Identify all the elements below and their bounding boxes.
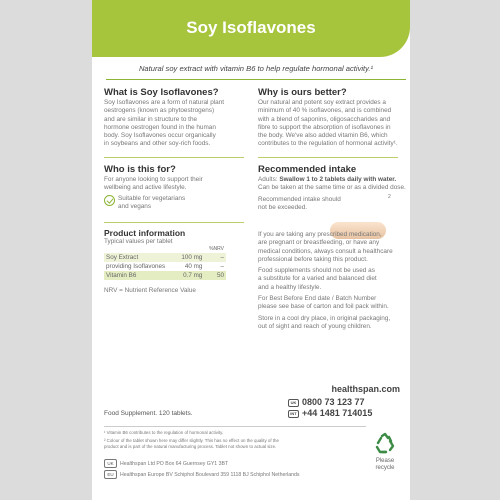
warn-line: Recommended intake should	[258, 196, 341, 203]
what-heading: What is Soy Isoflavones?	[104, 87, 219, 98]
divider	[104, 157, 244, 158]
what-line: body. Soy Isoflavones occur organically	[104, 132, 216, 140]
what-line: and are similar in structure to the	[104, 115, 198, 123]
table-row: Vitamin B6 0.7 mg 50	[106, 272, 224, 279]
advice-line: are pregnant or breastfeeding, or have any	[258, 239, 380, 247]
footnotes	[104, 430, 366, 449]
uk-flag-icon: UK	[104, 459, 117, 468]
food-supplement-text: Food Supplement. 120 tablets.	[104, 410, 193, 417]
table-header: %NRV	[209, 246, 224, 252]
suitable-text	[118, 195, 248, 212]
product-title: Soy Isoflavones	[186, 18, 316, 37]
address-uk: UK Healthspan Ltd PO Box 64 Guernsey GY1 3BT	[104, 459, 372, 468]
suitable-line: Suitable for vegetarians	[118, 195, 186, 202]
who-heading: Who is this for?	[104, 164, 176, 175]
table-row: Soy Extract 100 mg –	[106, 254, 224, 261]
product-sub: Typical values per tablet	[104, 238, 173, 245]
tablet-footnote-mark: 2	[388, 194, 391, 200]
address-eu: EU Healthspan Europe BV Schiphol Boulevard 359 1118 BJ Schiphol Netherlands	[104, 470, 372, 479]
divider	[258, 157, 398, 158]
advice-line: please see base of carton and foil pack within.	[258, 303, 389, 311]
intake-warning	[258, 196, 358, 213]
phone-icon: UK	[288, 399, 299, 407]
uk-phone-row	[288, 397, 400, 407]
warn-line: not be exceeded.	[258, 204, 308, 212]
advice-line: out of sight and reach of young children.	[258, 322, 372, 330]
better-line: Our natural and potent soy extract provides a	[258, 99, 386, 106]
who-line: wellbeing and active lifestyle.	[104, 184, 187, 192]
nrv-note: NRV = Nutrient Reference Value	[104, 287, 196, 294]
what-line: Soy Isoflavones are a form of natural plant	[104, 99, 225, 106]
advice-line: and a healthy lifestyle.	[258, 283, 322, 291]
intl-phone[interactable]: +44 1481 714015	[302, 408, 373, 418]
product-label-page	[92, 0, 410, 500]
what-line: in soybeans and other soy-rich foods.	[104, 140, 211, 148]
advice-block	[258, 231, 408, 331]
better-line: contributes to the regulation of hormonal activity¹.	[258, 140, 398, 148]
better-line: the body. We've also added vitamin B6, which	[258, 132, 388, 140]
suitable-line: and vegans	[118, 203, 152, 211]
what-line: hormone oestrogen found in the human	[104, 123, 216, 131]
footnote-2: ² Colour of the tablet shown here may differ slightly. This has no effect on the quality of the	[104, 437, 279, 443]
recycle-label: Please recycle	[375, 458, 395, 471]
intake-line-1: Adults: Swallow 1 to 2 tablets daily with water.	[258, 176, 397, 183]
eu-flag-icon: EU	[104, 470, 117, 479]
advice-line: a substitute for a varied and balanced diet	[258, 275, 377, 283]
advice-line: For Best Before End date / Batch Number	[258, 295, 377, 303]
footnote-1: ¹ Vitamin B6 contributes to the regulation of hormonal activity.	[104, 430, 224, 435]
recycle-icon	[373, 432, 397, 456]
phone-icon: INT	[288, 410, 299, 418]
footnote-2: product and is part of the natural manufacturing process. Tablet not shown to actual size.	[104, 443, 277, 449]
uk-phone[interactable]: 0800 73 123 77	[302, 397, 365, 407]
what-line: oestrogens (known as phytoestrogens)	[104, 107, 215, 115]
advice-line: medical conditions, always consult a healthcare	[258, 247, 393, 255]
better-line: fibre to support the absorption of isoflavones in	[258, 123, 391, 131]
what-text	[104, 99, 252, 149]
better-line: with a blend of saponins, oligosaccharides and	[258, 115, 391, 123]
website-link[interactable]: healthspan.com	[331, 384, 400, 394]
advice-line: Food supplements should not be used as	[258, 267, 375, 275]
better-text	[258, 99, 406, 149]
intake-line-2: Can be taken at the same time or as a divided dose.	[258, 184, 406, 192]
intl-phone-row	[288, 408, 400, 418]
who-line: For anyone looking to support their	[104, 176, 203, 183]
nutrition-table	[104, 245, 226, 280]
divider	[104, 426, 366, 427]
better-line: minimum of 40 % isoflavones, and is combined	[258, 107, 392, 115]
divider	[104, 222, 244, 223]
table-row: providing Isoflavones 40 mg –	[106, 263, 224, 270]
intake-text	[258, 176, 408, 193]
who-text	[104, 176, 252, 193]
better-heading: Why is ours better?	[258, 87, 347, 98]
check-icon	[104, 195, 115, 206]
advice-line: If you are taking any prescribed medication,	[258, 231, 382, 238]
advice-line: Store in a cool dry place, in original packaging,	[258, 314, 391, 322]
product-heading: Product information	[104, 228, 186, 238]
title-banner	[92, 0, 410, 57]
tagline: Natural soy extract with vitamin B6 to help regulate hormonal activity.¹	[106, 64, 406, 80]
intake-heading: Recommended intake	[258, 164, 357, 175]
advice-line: professional before taking this product.	[258, 255, 368, 263]
